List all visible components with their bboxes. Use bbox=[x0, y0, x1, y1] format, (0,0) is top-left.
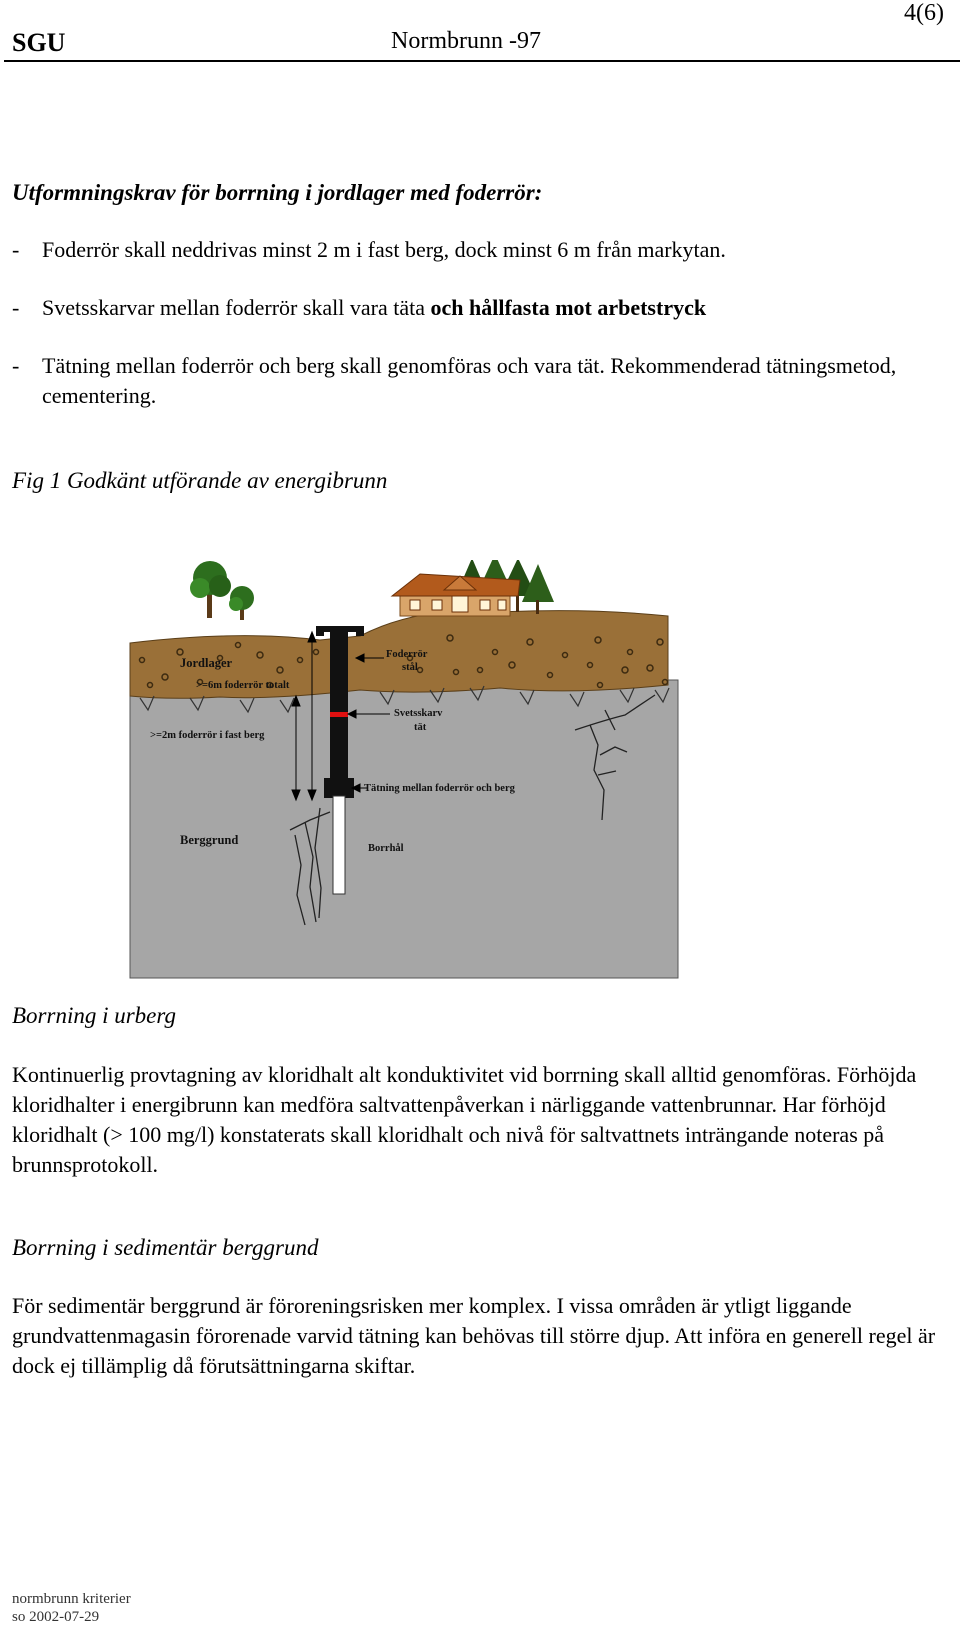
bullet-dash: - bbox=[12, 237, 20, 262]
bullet-text-bold: och hållfasta mot arbetstryck bbox=[430, 295, 707, 320]
energy-well-diagram bbox=[120, 560, 700, 980]
label-borrhal: Borrhål bbox=[368, 843, 404, 854]
section-title-urberg: Borrning i urberg bbox=[12, 1003, 176, 1028]
paragraph-urberg: Kontinuerlig provtagning av kloridhalt alt konduktivitet vid borrning skall alltid genomföras. Förhöjda kloridhalter i energibrunn kan medföra saltvattenpåverkan i närliggande vattenbrunnar. Har förhöjd kloridhalt (> 100 mg/l) konstaterats skall kloridhalt och nivå för saltvattnets inträngande noteras på brunnsprotokoll. bbox=[12, 1062, 917, 1177]
footer-line-2: so 2002-07-29 bbox=[12, 1609, 100, 1625]
label-stal: stål bbox=[402, 662, 418, 673]
label-tat: tät bbox=[414, 722, 427, 733]
paragraph-sedimentar: För sedimentär berggrund är föroreningsrisken mer komplex. I vissa områden är ytligt liggande grundvattenmagasin förorenade varvid tätning kan behövas till större djup. Att införa en generell regel är dock ej tillämplig då förutsättningarna skiftar. bbox=[12, 1293, 936, 1378]
label-foderror: Foderrör bbox=[386, 649, 428, 660]
house bbox=[392, 574, 520, 616]
energy-well-figure bbox=[120, 560, 700, 980]
bullet-dash: - bbox=[12, 353, 20, 378]
seal-collar bbox=[324, 778, 354, 798]
figure-caption: Fig 1 Godkänt utförande av energibrunn bbox=[12, 468, 388, 493]
bullet-item bbox=[12, 293, 932, 323]
bullet-item bbox=[12, 351, 932, 411]
page-number: 4(6) bbox=[904, 0, 944, 26]
bullet-item bbox=[12, 235, 932, 265]
trees-left bbox=[190, 561, 254, 620]
bullet-text: Tätning mellan foderrör och berg skall genomföras och vara tät. Rekommenderad tätningsmetod, cementering. bbox=[42, 353, 897, 408]
label-svetsskarv: Svetsskarv bbox=[394, 708, 443, 719]
footer-line-1: normbrunn kriterier bbox=[12, 1591, 131, 1607]
label-tatning: Tätning mellan foderrör och berg bbox=[364, 783, 515, 794]
bullet-text bbox=[42, 293, 932, 323]
header-rule bbox=[4, 60, 960, 62]
borehole bbox=[333, 796, 345, 894]
header-org: SGU bbox=[12, 28, 66, 57]
label-jordlager: Jordlager bbox=[180, 656, 233, 670]
bedrock-area bbox=[130, 680, 678, 978]
section-title-requirements: Utformningskrav för borrning i jordlager med foderrör: bbox=[12, 180, 543, 205]
label-fast-berg: >=2m foderrör i fast berg bbox=[150, 730, 265, 741]
bullet-text: Foderrör skall neddrivas minst 2 m i fast berg, dock minst 6 m från markytan. bbox=[42, 237, 726, 262]
section-title-sedimentar: Borrning i sedimentär berggrund bbox=[12, 1235, 319, 1260]
label-foderror-totalt: >=6m foderrör totalt bbox=[196, 680, 290, 691]
label-berggrund: Berggrund bbox=[180, 833, 239, 847]
header-document-title: Normbrunn -97 bbox=[391, 28, 541, 54]
weld-joint bbox=[330, 712, 348, 717]
bullet-dash: - bbox=[12, 295, 20, 320]
bullet-text-regular: Svetsskarvar mellan foderrör skall vara täta bbox=[42, 295, 431, 320]
